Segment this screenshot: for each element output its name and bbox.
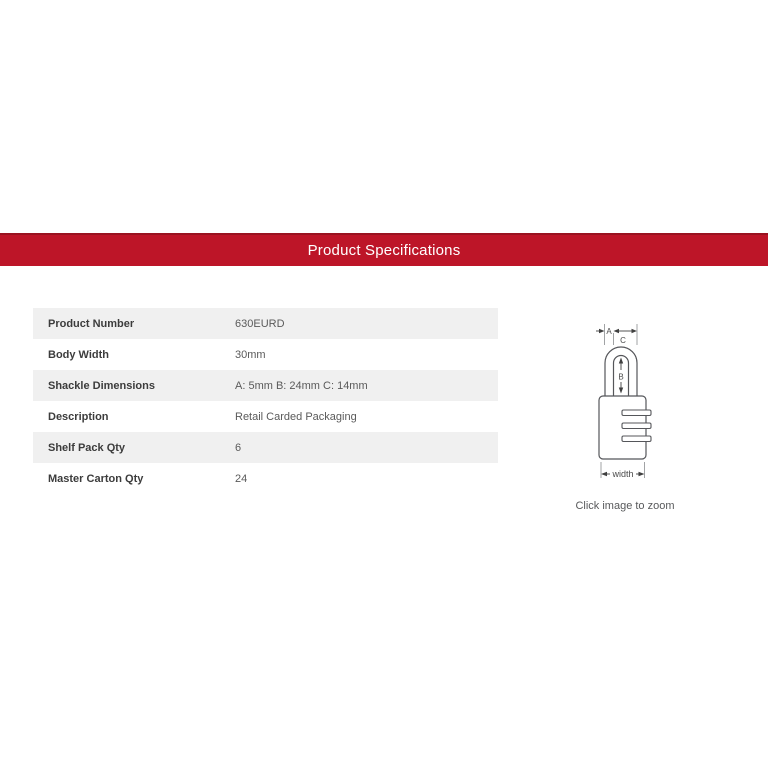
dim-b-label: B — [618, 372, 624, 382]
table-row — [33, 432, 498, 463]
spec-value: 30mm — [235, 348, 266, 361]
page-title: Product Specifications — [307, 242, 461, 259]
dim-width-label: width — [612, 469, 634, 479]
spec-label: Shelf Pack Qty — [48, 441, 126, 454]
click-to-zoom-caption: Click image to zoom — [575, 500, 675, 512]
spec-label: Product Number — [48, 317, 135, 330]
spec-value: A: 5mm B: 24mm C: 14mm — [235, 379, 368, 392]
dim-a-label: A — [606, 327, 612, 336]
spec-value: 6 — [235, 441, 242, 454]
spec-label: Body Width — [48, 348, 109, 361]
spec-label: Master Carton Qty — [48, 472, 144, 485]
spec-table — [33, 308, 498, 494]
product-image-zoomable[interactable] — [585, 318, 665, 485]
spec-label: Shackle Dimensions — [48, 379, 155, 392]
spec-value: 24 — [235, 472, 248, 485]
padlock-dimension-diagram-icon — [585, 318, 665, 485]
spec-value: Retail Carded Packaging — [235, 410, 357, 423]
table-row — [33, 401, 498, 432]
table-row — [33, 463, 498, 494]
table-row — [33, 370, 498, 401]
product-specifications-banner — [0, 233, 768, 266]
spec-label: Description — [48, 410, 109, 423]
spec-value: 630EURD — [235, 317, 285, 330]
table-row — [33, 308, 498, 339]
table-row — [33, 339, 498, 370]
dim-c-label: C — [620, 336, 626, 345]
